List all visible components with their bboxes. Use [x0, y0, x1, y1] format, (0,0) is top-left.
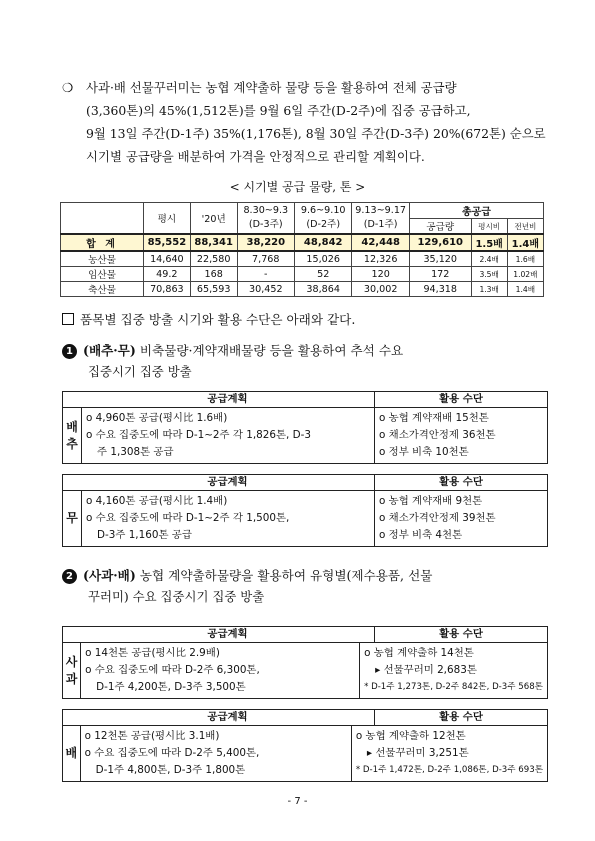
- means-header: 활용 수단: [439, 476, 483, 488]
- table-cell: 1.3배: [471, 282, 507, 297]
- means-line: o 정부 비축 4천톤: [379, 529, 463, 541]
- col-header: 9.6~9.10 (D-2주): [295, 203, 352, 235]
- table-cell: 22,580: [190, 251, 237, 267]
- plan-line: o 4,160톤 공급(평시比 1.4배): [86, 495, 228, 507]
- item2-heading: [62, 565, 432, 584]
- table-cell: 7,768: [237, 251, 294, 267]
- table-cell: 35,120: [409, 251, 471, 267]
- means-cell: [352, 726, 547, 781]
- table-cell: 172: [409, 267, 471, 282]
- table-caption: < 시기별 공급 물량, 톤 >: [229, 180, 366, 194]
- checkbox-square-icon: [62, 313, 74, 325]
- table-cell: 168: [190, 267, 237, 282]
- table-cell: 1.4배: [507, 282, 543, 297]
- table-cell: 48,842: [295, 234, 352, 251]
- plan-header: 공급계획: [81, 392, 375, 407]
- table-row: [61, 251, 544, 267]
- item2-text: 농협 계약출하물량을 활용하여 유형별(제수용품, 선물: [139, 568, 433, 583]
- table-cell: 1.6배: [507, 251, 543, 267]
- page-number: - 7 -: [287, 796, 308, 807]
- plan-line: D-1주 4,800톤, D-3주 1,800톤: [95, 764, 246, 776]
- item-label: [63, 643, 81, 698]
- means-cell: [375, 491, 547, 546]
- table-cell: -: [237, 267, 294, 282]
- plan-line: o 14천톤 공급(평시比 2.9배): [85, 647, 220, 659]
- col-header: 8.30~9.3 (D-3주): [237, 203, 294, 235]
- table-corner: [61, 203, 144, 235]
- means-line: ▸ 선물꾸러미 2,683톤: [375, 664, 477, 676]
- table-cell: 15,026: [295, 251, 352, 267]
- item1-title: (배추·무): [83, 343, 136, 358]
- row-label: 축산물: [61, 282, 144, 297]
- intro-line: (3,360톤)의 45%(1,512톤)를 9월 6일 주간(D-2주)에 집중 공급하고,: [86, 103, 471, 118]
- means-line: o 채소가격안정제 39천톤: [379, 512, 496, 524]
- item1-text-cont: 집중시기 집중 방출: [88, 364, 192, 379]
- section-intro: [62, 309, 355, 328]
- table-cell: 85,552: [143, 234, 190, 251]
- label-char: 무: [66, 511, 78, 525]
- plan-line: o 수요 집중도에 따라 D-2주 5,400톤,: [84, 747, 260, 759]
- means-header: 활용 수단: [439, 711, 483, 723]
- table-cell: 129,610: [409, 234, 471, 251]
- table-cell: 42,448: [352, 234, 409, 251]
- table-cell: 38,864: [295, 282, 352, 297]
- label-char: 과: [65, 671, 78, 686]
- plan-cell: [82, 491, 375, 546]
- item-label: [63, 491, 82, 546]
- plan-line: o 수요 집중도에 따라 D-1~2주 각 1,500톤,: [86, 512, 290, 524]
- intro-paragraph: [64, 76, 554, 168]
- plan-header: 공급계획: [81, 710, 375, 725]
- plan-line: D-3주 1,160톤 공급: [97, 529, 192, 541]
- col-header: '20년: [190, 203, 237, 235]
- row-label: 농산물: [61, 251, 144, 267]
- number-one-icon: 1: [62, 344, 77, 359]
- label-char: 배: [65, 746, 78, 760]
- plan-box-pear: [62, 709, 548, 782]
- plan-header: 공급계획: [81, 627, 375, 642]
- number-two-icon: 2: [62, 569, 77, 584]
- plan-cell: [82, 408, 375, 463]
- sub-header: 공급량: [409, 219, 471, 235]
- table-cell: 30,452: [237, 282, 294, 297]
- circle-bullet-icon: ❍: [62, 80, 74, 95]
- item-label: [63, 408, 82, 463]
- label-char: 배: [66, 419, 78, 434]
- table-cell: 2.4배: [471, 251, 507, 267]
- table-row: [61, 234, 544, 251]
- plan-line: o 12천톤 공급(평시比 3.1배): [84, 730, 220, 742]
- row-label: 임산물: [61, 267, 144, 282]
- table-cell: 12,326: [352, 251, 409, 267]
- intro-line: 사과·배 선물꾸러미는 농협 계약출하 물량 등을 활용하여 전체 공급량: [86, 80, 457, 95]
- plan-line: 주 1,308톤 공급: [97, 446, 174, 458]
- intro-line: 시기별 공급량을 배분하여 가격을 안정적으로 관리할 계획이다.: [86, 149, 425, 164]
- plan-box-cabbage: [62, 391, 548, 464]
- item2-text-cont: 꾸러미) 수요 집중시기 집중 방출: [88, 589, 265, 604]
- means-footnote: * D-1주 1,472톤, D-2주 1,086톤, D-3주 693톤: [355, 765, 543, 775]
- means-line: o 정부 비축 10천톤: [379, 446, 469, 458]
- table-cell: 14,640: [143, 251, 190, 267]
- plan-header: 공급계획: [81, 475, 375, 490]
- plan-box-apple: [62, 626, 548, 699]
- label-char: 사: [65, 654, 78, 669]
- means-cell: [360, 643, 547, 698]
- table-cell: 70,863: [143, 282, 190, 297]
- plan-line: o 수요 집중도에 따라 D-1~2주 각 1,826톤, D-3: [86, 429, 311, 441]
- table-cell: 1.02배: [507, 267, 543, 282]
- sub-header: 평시비: [471, 219, 507, 235]
- means-line: o 농협 계약출하 14천톤: [364, 647, 474, 659]
- col-header: 평시: [143, 203, 190, 235]
- col-header: 9.13~9.17 (D-1주): [352, 203, 409, 235]
- table-cell: 1.5배: [471, 234, 507, 251]
- item-label: [63, 726, 81, 781]
- table-cell: 49.2: [143, 267, 190, 282]
- means-header: 활용 수단: [439, 628, 483, 640]
- item1-heading: [62, 340, 403, 359]
- item2-title: (사과·배): [83, 568, 136, 583]
- item1-text: 비축물량·계약재배물량 등을 활용하여 추석 수요: [139, 343, 404, 358]
- plan-line: D-1주 4,200톤, D-3주 3,500톤: [96, 681, 246, 693]
- table-cell: 94,318: [409, 282, 471, 297]
- means-cell: [375, 408, 547, 463]
- row-label: 합 계: [61, 234, 144, 251]
- table-row: [61, 267, 544, 282]
- plan-box-radish: [62, 474, 548, 547]
- means-line: o 농협 계약재배 9천톤: [379, 495, 483, 507]
- table-cell: 65,593: [190, 282, 237, 297]
- table-row: [61, 282, 544, 297]
- intro-line: 9월 13일 주간(D-1주) 35%(1,176톤), 8월 30일 주간(D-3주) 20%(672톤) 순으로: [86, 126, 546, 141]
- plan-line: o 수요 집중도에 따라 D-2주 6,300톤,: [85, 664, 260, 676]
- means-line: ▸ 선물꾸러미 3,251톤: [366, 747, 469, 759]
- table-cell: 52: [295, 267, 352, 282]
- section-intro-text: 품목별 집중 방출 시기와 활용 수단은 아래와 같다.: [80, 312, 356, 327]
- plan-cell: [81, 643, 360, 698]
- means-line: o 농협 계약재배 15천톤: [379, 412, 489, 424]
- supply-table: [60, 202, 544, 297]
- label-char: 추: [66, 436, 78, 451]
- table-cell: 30,002: [352, 282, 409, 297]
- table-cell: 3.5배: [471, 267, 507, 282]
- table-cell: 1.4배: [507, 234, 543, 251]
- means-footnote: * D-1주 1,273톤, D-2주 842톤, D-3주 568톤: [364, 682, 543, 692]
- table-cell: 120: [352, 267, 409, 282]
- col-group-header: 총공급: [409, 203, 543, 219]
- means-line: o 채소가격안정제 36천톤: [379, 429, 496, 441]
- plan-cell: [81, 726, 352, 781]
- means-line: o 농협 계약출하 12천톤: [355, 730, 466, 742]
- means-header: 활용 수단: [439, 393, 483, 405]
- table-cell: 38,220: [237, 234, 294, 251]
- plan-line: o 4,960톤 공급(평시比 1.6배): [86, 412, 228, 424]
- sub-header: 전년비: [507, 219, 543, 235]
- table-cell: 88,341: [190, 234, 237, 251]
